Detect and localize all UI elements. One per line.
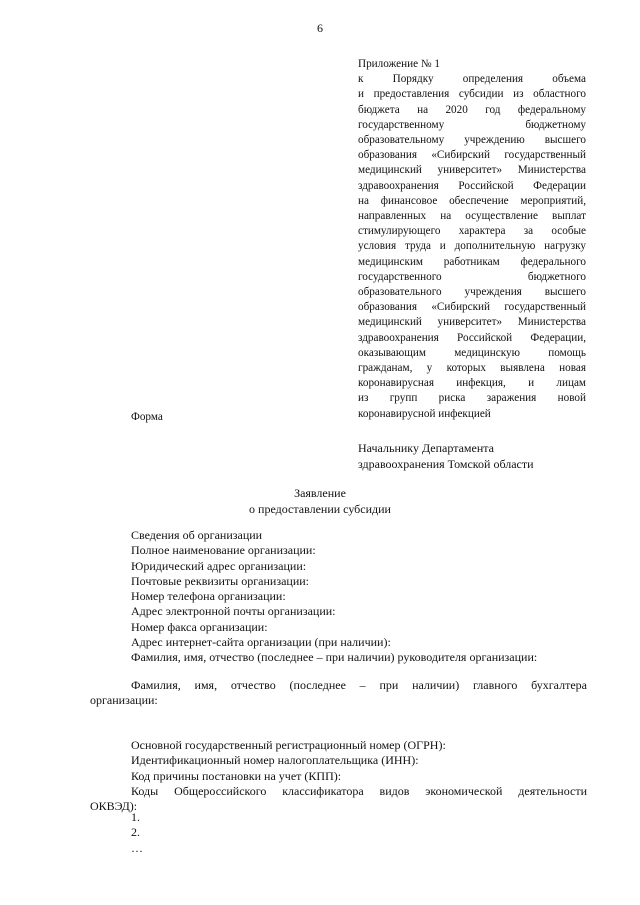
annex-line: здравоохранения Российской Федерации: [358, 179, 586, 192]
annex-line: на финансовое обеспечение мероприятий,: [358, 194, 586, 207]
annex-line: образования «Сибирский государственный: [358, 149, 586, 162]
annex-line: и предоставления субсидии из областного: [358, 88, 586, 101]
annex-line: направленных на осуществление выплат: [358, 210, 586, 223]
reg-field: Код причины постановки на учет (КПП):: [131, 768, 342, 783]
accountant-line: организации:: [90, 693, 158, 708]
registration-fields: [131, 738, 591, 784]
annex-block: [358, 57, 586, 422]
annex-line: образования «Сибирский государственный: [358, 301, 586, 314]
annex-line: образовательного учреждения высшего: [358, 286, 586, 299]
org-field: Сведения об организации: [131, 528, 263, 542]
annex-line: условия труда и дополнительную нагрузку: [358, 240, 586, 253]
list-item: …: [131, 840, 143, 855]
annex-line: из групп риска заражения новой: [358, 392, 586, 405]
org-fields: [131, 528, 591, 666]
annex-title: Приложение № 1: [358, 58, 440, 70]
org-field: Почтовые реквизиты организации:: [131, 573, 310, 588]
annex-line: здравоохранения Российской Федерации,: [358, 331, 586, 344]
annex-line: медицинский университет» Министерства: [358, 316, 586, 329]
org-field: Полное наименование организации:: [131, 543, 316, 558]
addressee-block: [358, 440, 608, 472]
annex-line: к Порядку определения объема: [358, 73, 586, 86]
heading-title: Заявление: [294, 486, 346, 500]
reg-field: Идентификационный номер налогоплательщика (ИНН):: [131, 753, 419, 768]
annex-line: медицинский университет» Министерства: [358, 164, 586, 177]
reg-field: Основной государственный регистрационный номер (ОГРН):: [131, 738, 446, 752]
addressee-line: Начальнику Департамента: [358, 441, 494, 455]
org-field: Адрес электронной почты организации:: [131, 604, 336, 619]
org-field: Фамилия, имя, отчество (последнее – при наличии) руководителя организации:: [131, 650, 538, 665]
okved-field: [90, 784, 587, 815]
okved-line: ОКВЭД):: [90, 799, 138, 814]
org-field: Адрес интернет-сайта организации (при наличии):: [131, 635, 391, 650]
annex-line: коронавирусная инфекция, и лицам: [358, 377, 586, 390]
org-field: Номер телефона организации:: [131, 589, 286, 604]
form-label: Форма: [131, 411, 163, 423]
accountant-line: Фамилия, имя, отчество (последнее – при наличии) главного бухгалтера: [131, 678, 587, 692]
annex-line: оказывающим медицинскую помощь: [358, 346, 586, 359]
annex-line: гражданам, у которых выявлена новая: [358, 362, 586, 375]
annex-line: образовательному учреждению высшего: [358, 134, 586, 147]
annex-line: государственного бюджетного: [358, 270, 586, 283]
heading-subtitle: о предоставлении субсидии: [249, 502, 391, 516]
annex-line: коронавирусной инфекцией: [358, 407, 491, 420]
org-field: Юридический адрес организации:: [131, 558, 307, 573]
accountant-field: [90, 678, 587, 709]
annex-line: бюджета на 2020 год федеральному: [358, 103, 586, 116]
okved-list: [131, 810, 143, 856]
annex-line: стимулирующего характера за особые: [358, 225, 586, 238]
annex-line: государственному бюджетному: [358, 118, 586, 131]
okved-line: Коды Общероссийского классификатора видов экономической деятельности: [131, 784, 587, 798]
list-item: 1.: [131, 810, 140, 824]
list-item: 2.: [131, 825, 140, 840]
annex-line: медицинским работникам федерального: [358, 255, 586, 268]
addressee-line: здравоохранения Томской области: [358, 457, 534, 471]
org-field: Номер факса организации:: [131, 619, 268, 634]
page-number: 6: [317, 21, 323, 35]
document-heading: [0, 485, 640, 517]
